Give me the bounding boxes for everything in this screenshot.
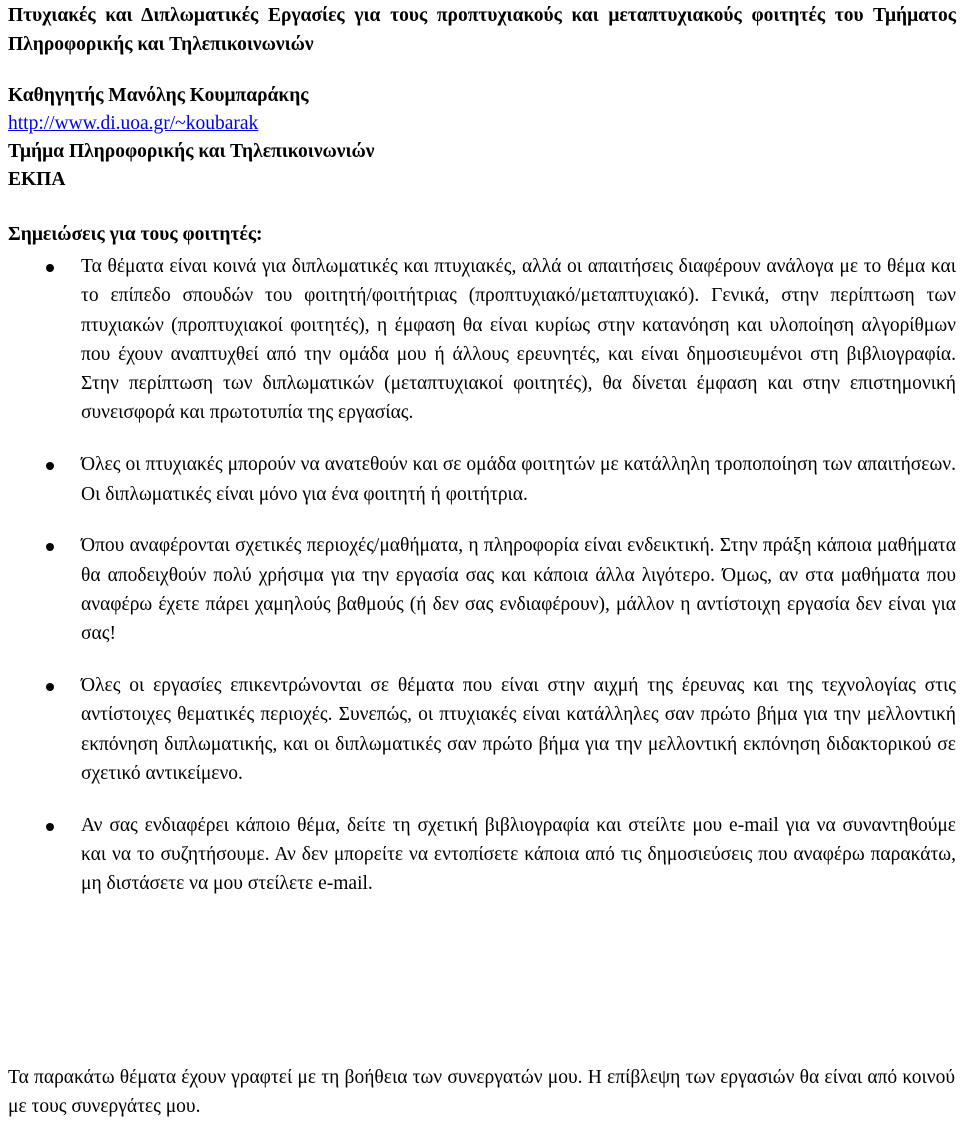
list-item bbox=[8, 671, 956, 788]
author-name: Καθηγητής Μανόλης Κουμπαράκης bbox=[8, 85, 309, 106]
notes-heading: Σημειώσεις για τους φοιτητές: bbox=[8, 224, 263, 245]
author-block bbox=[8, 82, 956, 194]
bullet-icon bbox=[46, 462, 54, 470]
department-name: Τμήμα Πληροφορικής και Τηλεπικοινωνιών bbox=[8, 141, 375, 162]
list-item bbox=[8, 450, 956, 509]
note-text: Όλες οι εργασίες επικεντρώνονται σε θέματα που είναι στην αιχμή της έρευνας και της τεχνολογίας στις αντίστοιχες θεματικές περιοχές. Συνεπώς, οι πτυχιακές είναι κατάλληλες σαν πρώτο βήμα για την μελλοντική εκπόνηση διπλωματικής, και οι διπλωματικές σαν πρώτο βήμα για την μελλοντική εκπόνηση διδακτορικού σε σχετικό αντικείμενο. bbox=[81, 675, 956, 784]
document-page bbox=[8, 0, 956, 921]
university-name: ΕΚΠΑ bbox=[8, 169, 66, 190]
document-title: Πτυχιακές και Διπλωματικές Εργασίες για τους προπτυχιακούς και μεταπτυχιακούς φοιτητές του Τμήματος Πληροφορικής και Τηλεπικοινωνιών bbox=[8, 5, 956, 55]
list-item bbox=[8, 531, 956, 648]
notes-list bbox=[8, 252, 956, 899]
note-text: Όλες οι πτυχιακές μπορούν να ανατεθούν και σε ομάδα φοιτητών με κατάλληλη τροποποίηση των απαιτήσεων. Οι διπλωματικές είναι μόνο για ένα φοιτητή ή φοιτήτρια. bbox=[81, 454, 956, 505]
note-text: Όπου αναφέρονται σχετικές περιοχές/μαθήματα, η πληροφορία είναι ενδεικτική. Στην πράξη κάποια μαθήματα θα αποδειχθούν πολύ χρήσιμα για την εργασία σας και κάποια άλλα λιγότερο. Όμως, αν στα μαθήματα που αναφέρω έχετε πάρει χαμηλούς βαθμούς (ή δεν σας ενδιαφέρουν), μάλλον η αντίστοιχη εργασία δεν είναι για σας! bbox=[81, 535, 956, 645]
list-item bbox=[8, 252, 956, 428]
footer-paragraph: Τα παρακάτω θέματα έχουν γραφτεί με τη βοήθεια των συνεργατών μου. Η επίβλεψη των εργασιών θα είναι από κοινού με τους συνεργάτες μου. bbox=[8, 1067, 955, 1117]
bullet-icon bbox=[46, 823, 54, 831]
note-text: Αν σας ενδιαφέρει κάποιο θέμα, δείτε τη σχετική βιβλιογραφία και στείλτε μου e-mail για να συναντηθούμε και να το συζητήσουμε. Αν δεν μπορείτε να εντοπίσετε κάποια από τις δημοσιεύσεις που αναφέρω παρακάτω, μη διστάσετε να μου στείλετε e-mail. bbox=[81, 814, 956, 895]
list-item bbox=[8, 811, 956, 899]
author-homepage-link[interactable]: http://www.di.uoa.gr/~koubarak bbox=[8, 113, 259, 134]
bullet-icon bbox=[46, 683, 54, 691]
bullet-icon bbox=[46, 543, 54, 551]
note-text: Τα θέματα είναι κοινά για διπλωματικές και πτυχιακές, αλλά οι απαιτήσεις διαφέρουν ανάλογα με το θέμα και το επίπεδο σπουδών του φοιτητή/φοιτήτριας (προπτυχιακό/μεταπτυχιακό). Γενικά, στην περίπτωση των πτυχιακών (προπτυχιακοί φοιτητές), η έμφαση θα είναι κυρίως στην κατανόηση και υλοποίηση αλγορίθμων που έχουν αναπτυχθεί από την ομάδα μου ή άλλους ερευνητές, και είναι δημοσιευμένοι στη βιβλιογραφία. Στην περίπτωση των διπλωματικών (μεταπτυχιακοί φοιτητές), θα δίνεται έμφαση και στην επιστημονική συνεισφορά και πρωτοτυπία της εργασίας. bbox=[81, 256, 956, 424]
bullet-icon bbox=[46, 264, 54, 272]
